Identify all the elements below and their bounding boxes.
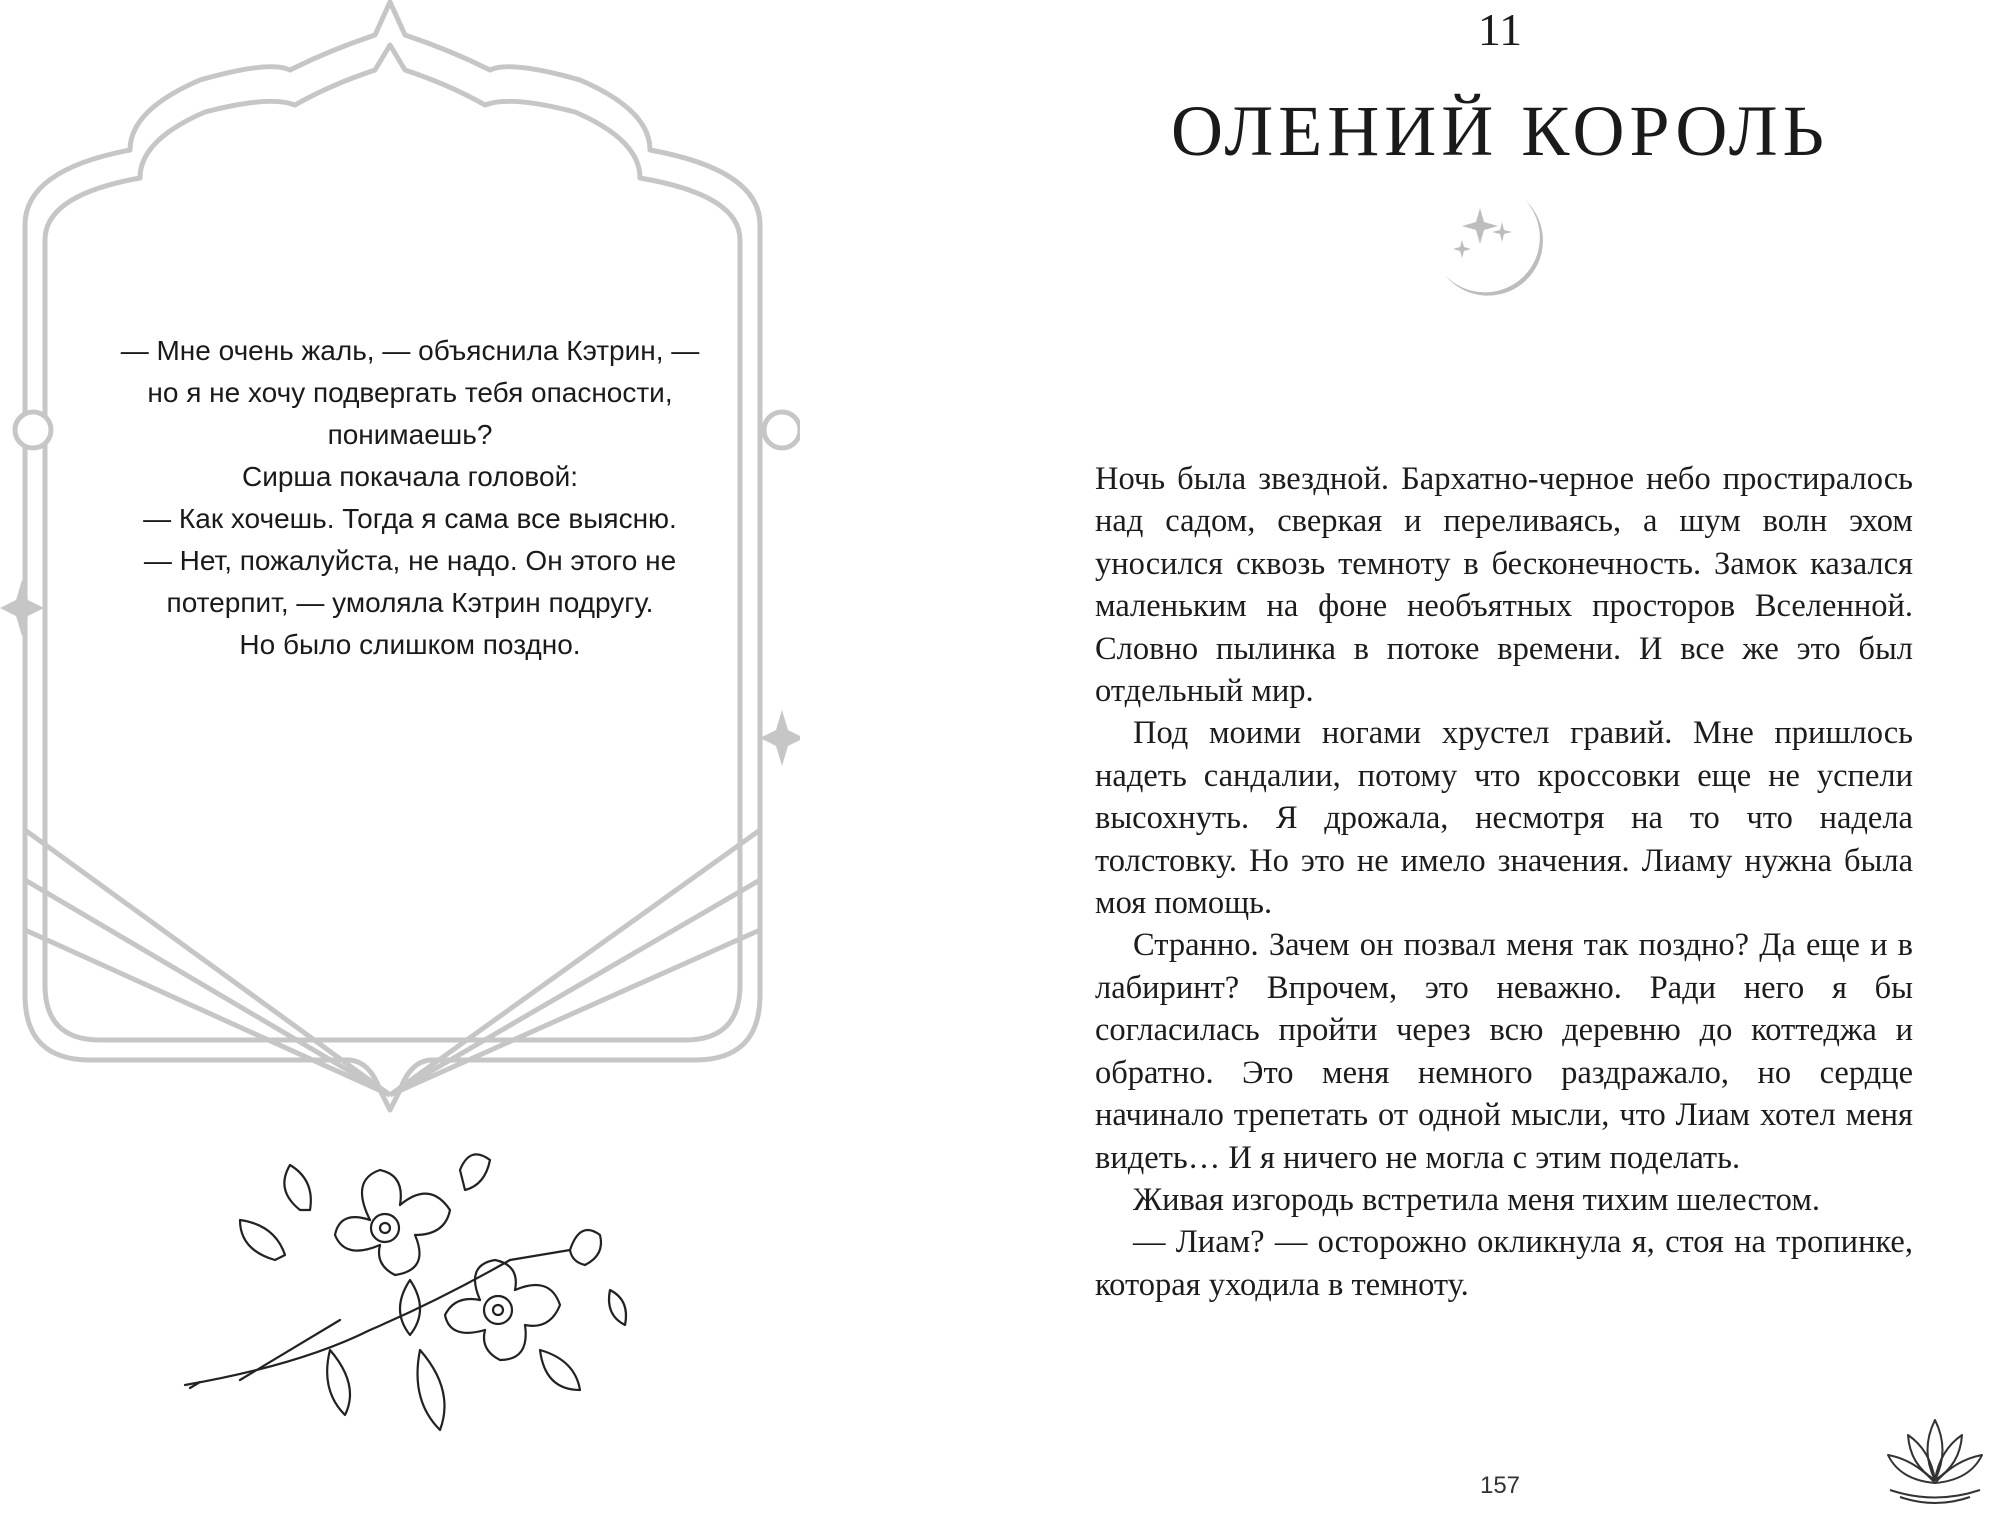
- paragraph: — Лиам? — осторожно окликнула я, стоя на тропинке, которая уходила в темноту.: [1095, 1224, 1913, 1303]
- page-number: 157: [1479, 1472, 1521, 1499]
- moon-stars-icon: [1440, 190, 1560, 310]
- rose-bud: [570, 1230, 601, 1265]
- rose-flower-2: [445, 1260, 560, 1360]
- frame-quote: [70, 330, 750, 666]
- frame-line: потерпит, — умоляла Кэтрин подругу.: [166, 587, 654, 618]
- frame-line: понимаешь?: [327, 419, 493, 450]
- frame-line: Сирша покачала головой:: [242, 461, 578, 492]
- frame-line: но я не хочу подвергать тебя опасности,: [147, 377, 673, 408]
- frame-left-circle: [15, 412, 51, 448]
- paragraph: Под моими ногами хрустел гравий. Мне пришлось надеть сандалии, потому что кроссовки еще не успели высохнуть. Я дрожала, несмотря на то что надела толстовку. Но это не имело значения. Лиаму нужна была моя помощь.: [1095, 715, 1913, 922]
- frame-left-star-icon: [0, 580, 44, 636]
- paragraph: Ночь была звездной. Бархатно-черное небо простиралось над садом, сверкая и переливаясь, а шум волн эхом уносился сквозь темноту в бесконечность. Замок казался маленьким на фоне необъятных просторов Вселенной. Словно пылинка в потоке времени. И все же это был отдельный мир.: [1095, 461, 1913, 710]
- right-page: [1000, 0, 2000, 1527]
- lotus-icon: [1880, 1405, 1990, 1515]
- paragraph: Странно. Зачем он позвал меня так поздно? Да еще и в лабиринт? Впрочем, это неважно. Ради него я бы согласилась пройти через всю деревню до коттеджа и обратно. Это меня немного раздражало, но сердце начинало трепетать от одной мысли, что Лиам хотел меня видеть… И я ничего не могла с этим поделать.: [1095, 927, 1913, 1176]
- frame-line: — Нет, пожалуйста, не надо. Он этого не: [143, 545, 677, 576]
- rose-flower-1: [335, 1170, 450, 1275]
- frame-line: — Мне очень жаль, — объяснила Кэтрин, —: [120, 335, 700, 366]
- chapter-text: [1095, 458, 1913, 1306]
- frame-line: Но было слишком поздно.: [239, 629, 581, 660]
- frame-line: — Как хочешь. Тогда я сама все выясню.: [143, 503, 677, 534]
- paragraph: Живая изгородь встретила меня тихим шелестом.: [1133, 1181, 1821, 1218]
- rose-illustration: [180, 1150, 640, 1470]
- frame-right-star-icon: [760, 710, 800, 766]
- frame-right-circle: [764, 412, 800, 448]
- chapter-number: 11: [1477, 4, 1523, 55]
- chapter-title: ОЛЕНИЙ КОРОЛЬ: [1171, 91, 1829, 171]
